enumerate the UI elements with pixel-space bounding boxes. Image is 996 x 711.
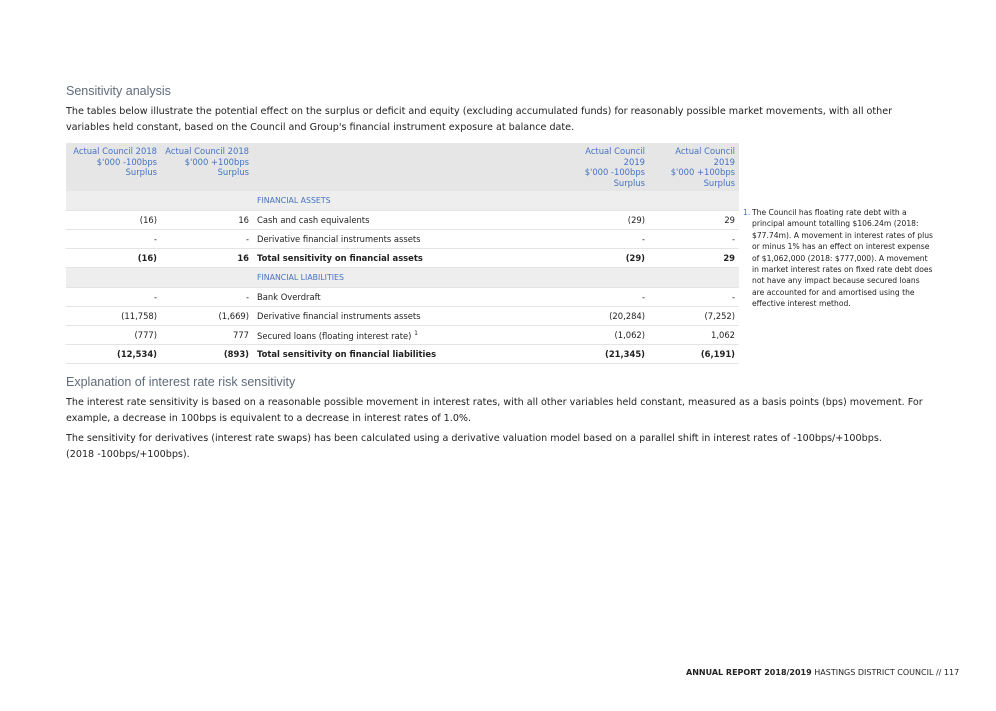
total-row-liabilities: (12,534) (893) Total sensitivity on financial liabilities (21,345) (6,191) [66, 345, 739, 364]
table-row: - - Derivative financial instruments assets - - [66, 230, 739, 249]
explanation-para-2: The sensitivity for derivatives (interest rate swaps) has been calculated using a derivative valuation model based on a parallel shift in interest rates of -100bps/+100bps. (2018 -100bps/+100bps). [66, 433, 882, 460]
table-row: - - Bank Overdraft - - [66, 288, 739, 307]
col-header-2018-minus: Actual Council 2018 $'000 -100bps Surplus [66, 143, 161, 191]
table-row: (11,758) (1,669) Derivative financial instruments assets (20,284) (7,252) [66, 307, 739, 326]
explanation-heading: Explanation of interest rate risk sensitivity [66, 375, 296, 389]
col-header-2019-plus: Actual Council 2019 $'000 +100bps Surplus [649, 143, 739, 191]
row-label: Total sensitivity on financial liabilities [253, 345, 560, 364]
row-label: Derivative financial instruments assets [253, 307, 560, 326]
col-header-label [253, 143, 560, 191]
footnote-marker: 1. [743, 208, 751, 217]
sensitivity-heading: Sensitivity analysis [66, 84, 171, 98]
sensitivity-intro: The tables below illustrate the potential effect on the surplus or deficit and equity (excluding accumulated funds) for reasonably possible market movements, with all other variables held constant, based on the Council and Group's financial instrument exposure at balance date. [66, 106, 893, 133]
row-label: Total sensitivity on financial assets [253, 249, 560, 268]
total-row-assets: (16) 16 Total sensitivity on financial assets (29) 29 [66, 249, 739, 268]
section-label: FINANCIAL LIABILITIES [253, 268, 560, 288]
col-header-2019-minus: Actual Council 2019 $'000 -100bps Surplus [560, 143, 649, 191]
page-number: 117 [943, 668, 960, 677]
page-footer [686, 668, 959, 677]
row-label: Secured loans (floating interest rate) $^1$ [253, 326, 560, 345]
table-row: (777) 777 Secured loans (floating interest rate) $^1$ (1,062) 1,062 [66, 326, 739, 345]
table-header-row [66, 143, 739, 191]
row-label: Cash and cash equivalents [253, 211, 560, 230]
col-header-2018-plus: Actual Council 2018 $'000 +100bps Surplus [161, 143, 253, 191]
sensitivity-table [66, 143, 739, 364]
footnote-ref: 1 [414, 329, 418, 337]
table-row: (16) 16 Cash and cash equivalents (29) 29 [66, 211, 739, 230]
explanation-para-1: The interest rate sensitivity is based on a reasonable possible movement in interest rates, with all other variables held constant, measured as a basis points (bps) movement. For example, a decrease in 100bps is equivalent to a decrease in interest rates of 1.0%. [66, 397, 923, 424]
row-label: Bank Overdraft [253, 288, 560, 307]
row-label: Derivative financial instruments assets [253, 230, 560, 249]
section-row-financial-assets [66, 191, 739, 211]
footnote-text: The Council has floating rate debt with a principal amount totalling $106.24m (2018: $77.74m). A movement in interest rates of plus or minus 1% has an effect on interest expense of $1,062,000 (2018: $777,000). A movement in market interest rates on fixed rate debt does not have any impact because secured loans are accounted for and amortised using the effective interest method. [752, 208, 933, 309]
footer-report-title: ANNUAL REPORT 2018/2019 [686, 668, 812, 677]
footnote [743, 207, 933, 310]
section-label: FINANCIAL ASSETS [253, 191, 560, 211]
footer-org: HASTINGS DISTRICT COUNCIL [814, 668, 934, 677]
section-row-financial-liabilities [66, 268, 739, 288]
footer-separator: // [935, 668, 942, 677]
